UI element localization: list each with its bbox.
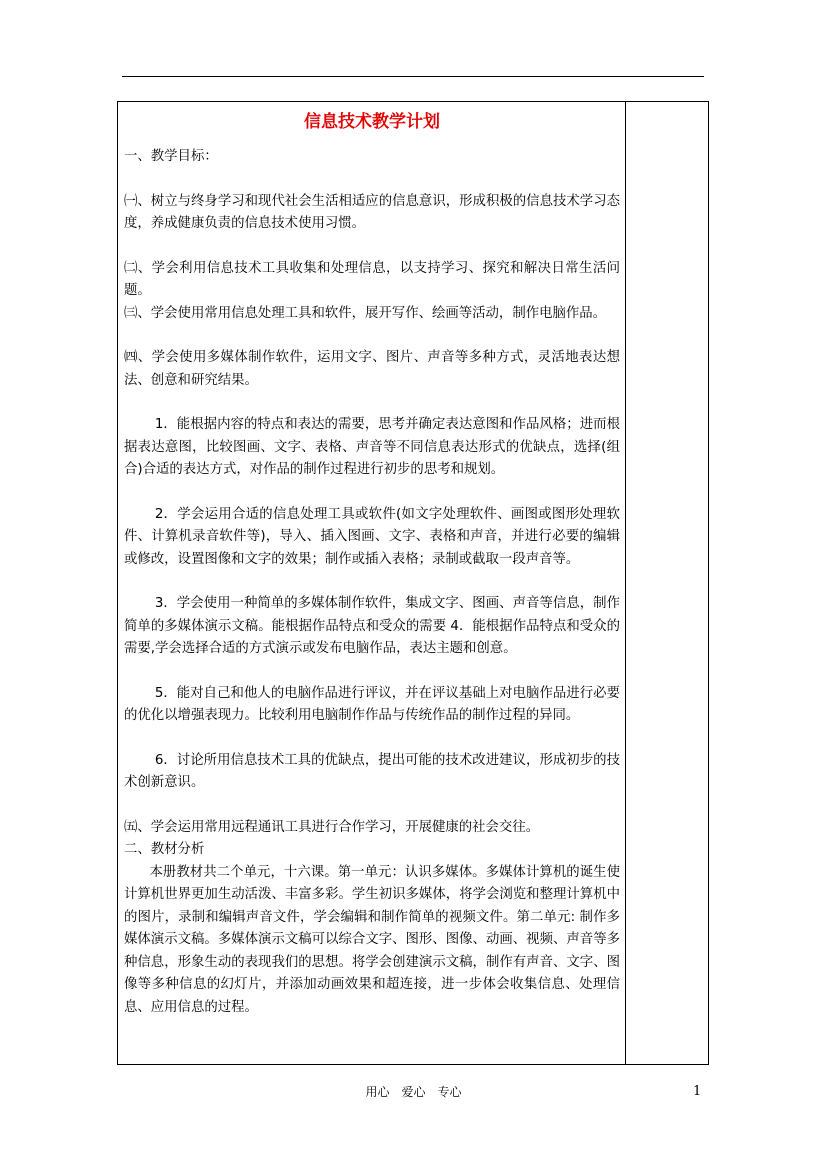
side-column-divider — [625, 101, 626, 1065]
goal-4-item-3: 3．学会使用一种简单的多媒体制作软件，集成文字、图画、声音等信息，制作简单的多媒体演示文稿。能根据作品特点和受众的需要 4．能根据作品特点和受众的需要,学会选择合适的方式演示或发布电脑作品，表达主题和创意。 — [124, 596, 620, 656]
section1-heading: 一、教学目标： — [124, 149, 218, 164]
goal-1: ㈠、树立与终身学习和现代社会生活相适应的信息意识，形成积极的信息技术学习态度，养成健康负责的信息技术使用习惯。 — [124, 193, 620, 231]
footer-motto: 用心 爱心 专心 — [365, 1085, 462, 1099]
goal-4-item-2: 2．学会运用合适的信息处理工具或软件(如文字处理软件、画图或图形处理软件、计算机录音软件等)，导入、插入图画、文字、表格和声音，并进行必要的编辑或修改，设置图像和文字的效果；制作或插入表格；录制或截取一段声音等。 — [124, 506, 620, 567]
goal-4-item-5: 5．能对自己和他人的电脑作品进行评议，并在评议基础上对电脑作品进行必要的优化以增强表现力。比较利用电脑制作作品与传统作品的制作过程的异同。 — [124, 685, 620, 723]
page-number: 1 — [693, 1084, 702, 1099]
goal-4-item-1: 1．能根据内容的特点和表达的需要，思考并确定表达意图和作品风格；进而根据表达意图，比较图画、文字、表格、声音等不同信息表达形式的优缺点，选择(组合)合适的表达方式，对作品的制作过程进行初步的思考和规划。 — [124, 417, 620, 477]
goal-5: ㈤、学会运用常用远程通讯工具进行合作学习，开展健康的社会交往。 — [124, 819, 540, 835]
goal-4-item-6: 6．讨论所用信息技术工具的优缺点，提出可能的技术改进建议，形成初步的技术创新意识。 — [124, 752, 620, 790]
goal-3: ㈢、学会使用常用信息处理工具和软件，展开写作、绘画等活动，制作电脑作品。 — [124, 305, 607, 321]
goal-4: ㈣、学会使用多媒体制作软件，运用文字、图片、声音等多种方式，灵活地表达想法、创意和研究结果。 — [124, 350, 620, 388]
document-title: 信息技术教学计划 — [304, 112, 440, 132]
main-cell — [124, 110, 620, 1019]
section2-heading: 二、教材分析 — [124, 842, 205, 857]
section2-body: 本册教材共二个单元，十六课。第一单元：认识多媒体。多媒体计算机的诞生使计算机世界更加生动活泼、丰富多彩。学生初识多媒体，将学会浏览和整理计算机中的图片，录制和编辑声音文件，学会编辑和制作简单的视频文件。第二单元: 制作多媒体演示文稿。多媒体演示文稿可以综合文字、图形、图像、动画、视频、声音等多种信息，形象生动的表现我们的思想。将学会创建演示文稿，制作有声音、文字、图像等多种信息的幻灯片，并添加动画效果和超连接，进一步体会收集信息、处理信息、应用信息的过程。 — [124, 864, 620, 1015]
goal-2: ㈡、学会利用信息技术工具收集和处理信息，以支持学习、探究和解决日常生活问题。 — [124, 260, 620, 298]
header-rule — [122, 76, 704, 77]
